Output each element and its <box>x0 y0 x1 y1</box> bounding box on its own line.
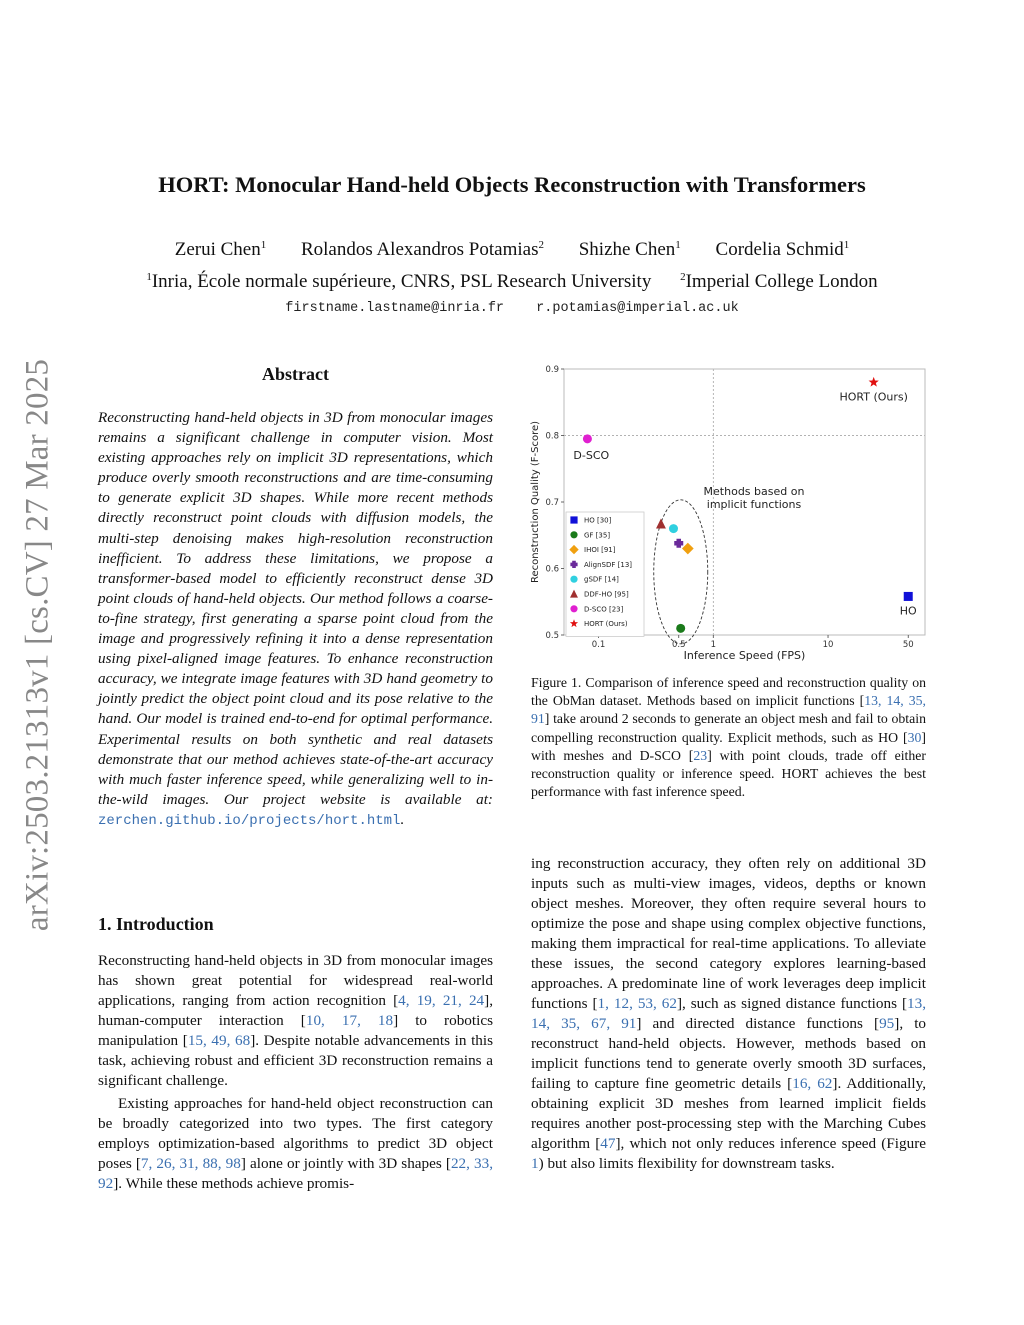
paragraph: ing reconstruction accuracy, they often rely on additional 3D inputs such as multi-view images, videos, depths or known object meshes. Moreover, they often require several hours to optimize the pose and shape using complex objective functions, making them impractical for real-time applications. To alleviate these issues, the second category explores learning-based approaches. A predominate line of work leverages deep implicit functions [1, 12, 53, 62], such as signed distance functions [13, 14, 35, 67, 91] and directed distance functions [95], to reconstruct hand-held objects. However, methods based on implicit functions tend to generate overly smooth 3D surfaces, failing to capture fine geometric details [16, 62]. Additionally, obtaining explicit 3D meshes from learned implicit fields requires another post-processing step with the Marching Cubes algorithm [47], which not only reduces inference speed (Figure 1) but also limits flexibility for downstream tasks. <box>531 855 927 1172</box>
affiliation: $^2$Imperial College London <box>680 271 878 292</box>
point-label: HORT (Ours) <box>839 390 908 404</box>
emails <box>0 301 1024 316</box>
data-point <box>682 543 694 555</box>
citation[interactable]: 30 <box>907 729 922 745</box>
citation[interactable]: 15, 49, 68 <box>187 1032 251 1049</box>
email: r.potamias@imperial.ac.uk <box>536 301 739 316</box>
author: Rolandos Alexandros Potamias$^2$ <box>300 239 544 260</box>
y-tick-label: 0.5 <box>545 631 559 641</box>
point-label: D-SCO <box>573 448 610 462</box>
x-tick-label: 1 <box>710 640 716 650</box>
x-axis-label: Inference Speed (FPS) <box>683 649 806 662</box>
citation[interactable]: 1 <box>531 1155 539 1172</box>
citation[interactable]: 10, 17, 18 <box>305 1012 394 1029</box>
data-point <box>676 624 685 633</box>
intro-text <box>98 951 493 1194</box>
legend-marker <box>570 516 577 523</box>
x-tick-label: 0.5 <box>671 640 686 650</box>
data-point <box>904 592 913 601</box>
y-tick-label: 0.8 <box>545 431 559 442</box>
author: Cordelia Schmid$^1$ <box>715 239 850 260</box>
legend-label: IHOI [91] <box>584 546 616 555</box>
scatter-chart <box>528 360 928 665</box>
point-label: HO <box>899 604 917 618</box>
x-tick-label: 50 <box>902 640 914 650</box>
x-tick-label: 10 <box>822 640 834 650</box>
legend-label: HO [30] <box>584 516 612 525</box>
author: Shizhe Chen$^1$ <box>578 239 681 260</box>
y-tick-label: 0.7 <box>545 498 559 508</box>
author: Zerui Chen$^1$ <box>174 239 267 260</box>
y-tick-label: 0.9 <box>545 365 559 375</box>
data-point <box>674 539 683 548</box>
paragraph: Existing approaches for hand-held object reconstruction can be broadly categorized into two types. The first category employs optimization-based algorithms to predict 3D object poses [7, 26, 31, 88, 98] alone or jointly with 3D shapes [22, 33, 92]. While these methods achieve promis- <box>98 1095 494 1192</box>
citation[interactable]: 13, 14, 35, 67, 91 <box>531 995 926 1032</box>
figure-caption: Figure 1. Comparison of inference speed and reconstruction quality on the ObMan dataset. Methods based on implicit functions [13, 14, 35, 91] take around 2 seconds to generate an object mesh and fail to obtain compelling reconstruction quality. Explicit methods, such as HO [30] with meshes and D-SCO [23] with point clouds, trade off either reconstruction quality or inference speed. HORT achieves the best performance with fast inference speed. <box>531 675 926 800</box>
affiliation: $^1$Inria, École normale supérieure, CNRS, PSL Research University <box>146 271 652 292</box>
email: firstname.lastname@inria.fr <box>285 301 505 316</box>
citation[interactable]: 13, 14, 35, 91 <box>531 693 926 727</box>
abstract-heading: Abstract <box>262 364 329 384</box>
data-point <box>656 519 666 529</box>
citation[interactable]: 1, 12, 53, 62 <box>597 995 677 1012</box>
affiliations <box>0 271 1024 293</box>
data-point <box>583 434 592 443</box>
y-tick-label: 0.6 <box>545 564 559 575</box>
legend-marker <box>570 605 577 612</box>
legend-label: AlignSDF [13] <box>584 560 633 569</box>
citation[interactable]: 4, 19, 21, 24 <box>398 992 485 1009</box>
legend-marker <box>570 531 577 538</box>
legend-marker <box>570 576 577 583</box>
citation[interactable]: 95 <box>879 1015 895 1032</box>
arxiv-identifier: arXiv:2503.21313v1 [cs.CV] 27 Mar 2025 <box>19 358 56 932</box>
legend-label: GF [35] <box>584 531 611 540</box>
legend-label: gSDF [14] <box>584 575 619 584</box>
project-link[interactable]: zerchen.github.io/projects/hort.html <box>98 812 401 829</box>
data-point <box>869 377 879 387</box>
y-axis-label: Reconstruction Quality (F-Score) <box>530 420 541 584</box>
annotation-text: Methods based on <box>703 485 805 498</box>
legend-label: HORT (Ours) <box>584 620 628 629</box>
citation[interactable]: 23 <box>693 747 708 763</box>
author-list <box>0 239 1024 261</box>
legend-label: D-SCO [23] <box>584 605 624 614</box>
citation[interactable]: 16, 62 <box>792 1075 833 1092</box>
citation[interactable]: 22, 33, 92 <box>98 1155 494 1192</box>
right-column-text <box>531 854 926 1174</box>
paragraph: Reconstructing hand-held objects in 3D from monocular images has shown great potential for widespread real-world applications, ranging from action recognition [4, 19, 21, 24], human-computer interaction [10, 17, 18] to robotics manipulation [15, 49, 68]. Despite notable advancements in this task, achieving robust and efficient 3D reconstruction remains a significant challenge. <box>98 952 494 1089</box>
data-point <box>669 524 678 533</box>
legend-label: DDF-HO [95] <box>584 590 629 599</box>
intro-heading: 1. Introduction <box>98 914 214 934</box>
citation[interactable]: 7, 26, 31, 88, 98 <box>140 1155 241 1172</box>
paper-title: HORT: Monocular Hand-held Objects Reconstruction with Transformers <box>158 172 866 197</box>
citation[interactable]: 47 <box>600 1135 616 1152</box>
x-tick-label: 0.1 <box>591 640 606 650</box>
annotation-text: implicit functions <box>706 498 802 511</box>
figure-1 <box>528 360 928 665</box>
abstract-text: Reconstructing hand-held objects in 3D from monocular images remains a significant challenge in computer vision. Most existing approaches rely on implicit 3D representations, which produce overly smooth reconstructions and are time-consuming to generate explicit 3D shapes. While more recent methods directly reconstruct point clouds with diffusion models, the multi-step denoising makes high-resolution reconstruction inefficient. To address these limitations, we propose a transformer-based model to efficiently reconstruct dense 3D point clouds of hand-held objects. Our method follows a coarse-to-fine strategy, first generating a sparse point cloud from the image and progressively refining it into a dense representation using pixel-aligned image features. To enhance reconstruction accuracy, we integrate image features with 3D hand geometry to jointly predict the object point cloud and its pose relative to the hand. Our model is trained end-to-end for optimal performance. Experimental results on both synthetic and real datasets demonstrate that our method achieves state-of-the-art accuracy with much faster inference speed, while generalizing well to in-the-wild images. Our project website is available at: zerchen.github.io/projects/hort.html. <box>98 409 493 829</box>
